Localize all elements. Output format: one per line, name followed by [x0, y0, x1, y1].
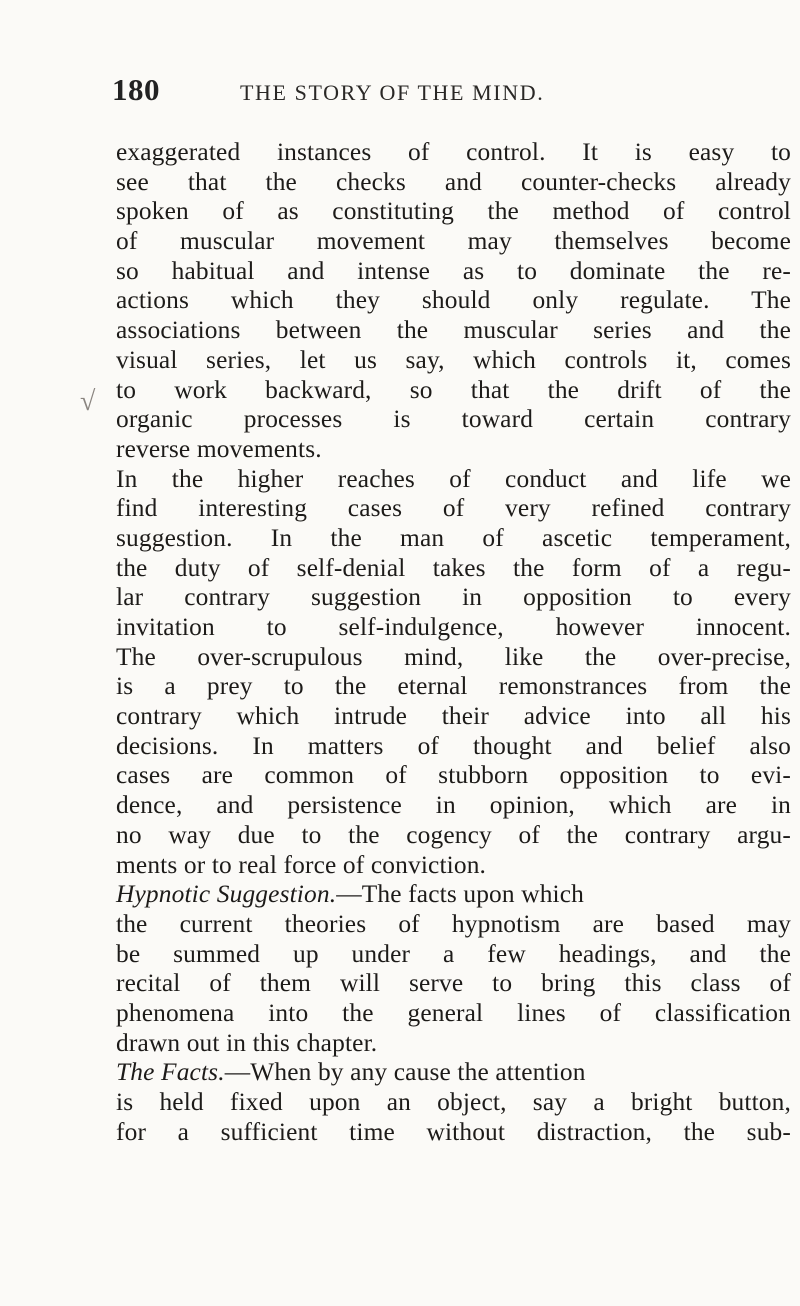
running-head: THE STORY OF THE MIND. — [240, 80, 545, 105]
text-line: organic processes is toward certain contrary — [116, 405, 791, 434]
text-line: drawn out in this chapter. — [116, 1028, 378, 1057]
text-line: no way due to the cogency of the contrary argu- — [116, 820, 791, 849]
text-line: spoken of as constituting the method of control — [116, 197, 791, 226]
text-line: so habitual and intense as to dominate the re- — [116, 256, 791, 285]
text-line: The over-scrupulous mind, like the over-precise, — [116, 642, 791, 671]
text-line: In the higher reaches of conduct and life we — [116, 464, 791, 493]
text-line: associations between the muscular series and the — [116, 316, 791, 345]
text-line: cases are common of stubborn opposition to evi- — [116, 761, 791, 790]
facts-text: —When by any cause the attention — [224, 1058, 586, 1087]
hypnotic-text: —The facts upon which — [336, 880, 585, 909]
text-line: to work backward, so that the drift of the — [116, 375, 791, 404]
text-line: be summed up under a few headings, and the — [116, 939, 791, 968]
text-line: is a prey to the eternal remonstrances from the — [116, 672, 791, 701]
text-line: visual series, let us say, which controls it, comes — [116, 345, 791, 374]
page-header — [112, 72, 712, 112]
text-line: invitation to self-indulgence, however innocent. — [116, 613, 791, 641]
text-line: phenomena into the general lines of classification — [116, 998, 791, 1027]
text-line: contrary which intrude their advice into all his — [116, 702, 791, 731]
text-line: recital of them will serve to bring this class of — [116, 969, 791, 998]
text-line: find interesting cases of very refined contrary — [116, 494, 791, 523]
text-line: decisions. In matters of thought and belief also — [116, 731, 791, 760]
hypnotic-suggestion-line — [116, 880, 791, 910]
text-line: lar contrary suggestion in opposition to every — [116, 583, 791, 612]
text-line: exaggerated instances of control. It is easy to — [116, 138, 791, 166]
text-line: suggestion. In the man of ascetic temperament, — [116, 523, 791, 552]
text-line: dence, and persistence in opinion, which are in — [116, 791, 791, 820]
text-line: for a sufficient time without distraction, the sub- — [116, 1117, 791, 1146]
body-text — [116, 138, 791, 1147]
text-line: the current theories of hypnotism are based may — [116, 909, 791, 938]
text-line: see that the checks and counter-checks already — [116, 167, 791, 196]
section-heading-hypnotic: Hypnotic Suggestion. — [116, 880, 337, 909]
text-line: ments or to real force of conviction. — [116, 850, 487, 879]
facts-line — [116, 1058, 791, 1088]
page-number: 180 — [112, 72, 160, 107]
section-heading-facts: The Facts. — [116, 1058, 225, 1087]
text-line: reverse movements. — [116, 434, 322, 463]
text-line: actions which they should only regulate. The — [116, 286, 791, 315]
text-line: is held fixed upon an object, say a bright button, — [116, 1088, 791, 1116]
text-line: the duty of self-denial takes the form of a regu- — [116, 553, 791, 582]
text-line: of muscular movement may themselves become — [116, 227, 791, 256]
margin-check-mark: √ — [80, 386, 96, 417]
